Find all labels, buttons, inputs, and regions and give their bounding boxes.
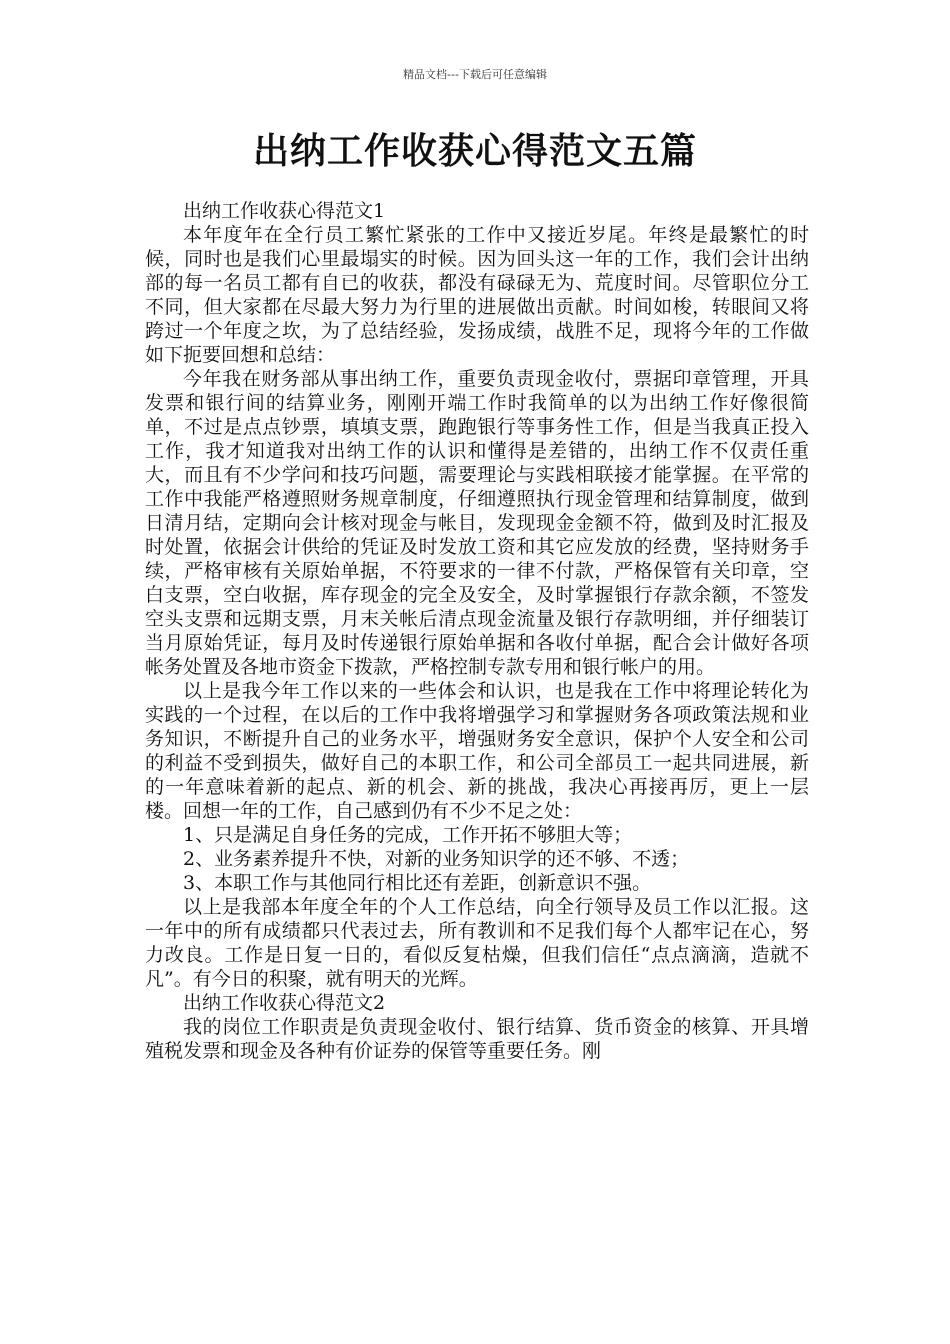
body-paragraph: 今年我在财务部从事出纳工作，重要负责现金收付，票据印章管理，开具发票和银行间的结算业务，刚刚开端工作时我简单的以为出纳工作好像很简单，不过是点点钞票，填填支票，跑跑银行等事务性工作，但是当我真正投入工作，我才知道我对出纳工作的认识和懂得是差错的，出纳工作不仅责任重大，而且有不少学问和技巧问题，需要理论与实践相联接才能掌握。在平常的工作中我能严格遵照财务规章制度，仔细遵照执行现金管理和结算制度，做到日清月结，定期向会计核对现金与帐目，发现现金金额不符，做到及时汇报及时处置，依据会计供给的凭证及时发放工资和其它应发放的经费，坚持财务手续，严格审核有关原始单据，不符要求的一律不付款，严格保管有关印章，空白支票，空白收据，库存现金的完全及安全，及时掌握银行存款余额，不签发空头支票和远期支票，月末关帐后清点现金流量及银行存款明细，并仔细装订当月原始凭证，每月及时传递银行原始单据和各收付单据，配合会计做好各项帐务处置及各地市资金下拨款，严格控制专款专用和银行帐户的用。	[145, 368, 809, 678]
list-item: 2、业务素养提升不快，对新的业务知识学的还不够、不透；	[183, 848, 690, 870]
body-paragraph: 以上是我今年工作以来的一些体会和认识，也是我在工作中将理论转化为实践的一个过程，在以后的工作中我将增强学习和掌握财务各项政策法规和业务知识，不断提升自己的业务水平，增强财务安全意识，保护个人安全和公司的利益不受到损失，做好自己的本职工作，和公司全部员工一起共同进展，新的一年意味着新的起点、新的机会、新的挑战，我决心再接再厉，更上一层楼。回想一年的工作，自己感到仍有不少不足之处：	[145, 680, 809, 822]
body-paragraph: 本年度年在全行员工繁忙紧张的工作中又接近岁尾。年终是最繁忙的时候，同时也是我们心里最塌实的时候。因为回头这一年的工作，我们会计出纳部的每一名员工都有自已的收获，都没有碌碌无为、荒度时间。尽管职位分工不同，但大家都在尽最大努力为行里的进展做出贡献。时间如梭，转眼间又将跨过一个年度之坎，为了总结经验，发扬成绩，战胜不足，现将今年的工作做如下扼要回想和总结：	[145, 224, 809, 366]
header-text: 精品文档---下载后可任意编辑	[403, 68, 547, 81]
section-heading-1: 出纳工作收获心得范文1	[183, 200, 386, 222]
page-header	[0, 66, 950, 82]
document-title: 出纳工作收获心得范文五篇	[252, 131, 697, 172]
body-paragraph: 以上是我部本年度全年的个人工作总结，向全行领导及员工作以汇报。这一年中的所有成绩都只代表过去，所有教训和不足我们每个人都牢记在心，努力改良。工作是日复一日的，看似反复枯燥，但我们信任“点点滴滴，造就不凡”。有今日的积聚，就有明天的光辉。	[145, 896, 809, 990]
document-body	[145, 199, 809, 1063]
list-item: 1、只是满足自身任务的完成，工作开拓不够胆大等；	[183, 824, 633, 846]
body-paragraph: 我的岗位工作职责是负责现金收付、银行结算、货币资金的核算、开具增殖税发票和现金及各种有价证券的保管等重要任务。刚	[145, 1016, 809, 1062]
section-heading-2: 出纳工作收获心得范文2	[183, 992, 386, 1014]
list-item: 3、本职工作与其他同行相比还有差距，创新意识不强。	[183, 872, 652, 894]
